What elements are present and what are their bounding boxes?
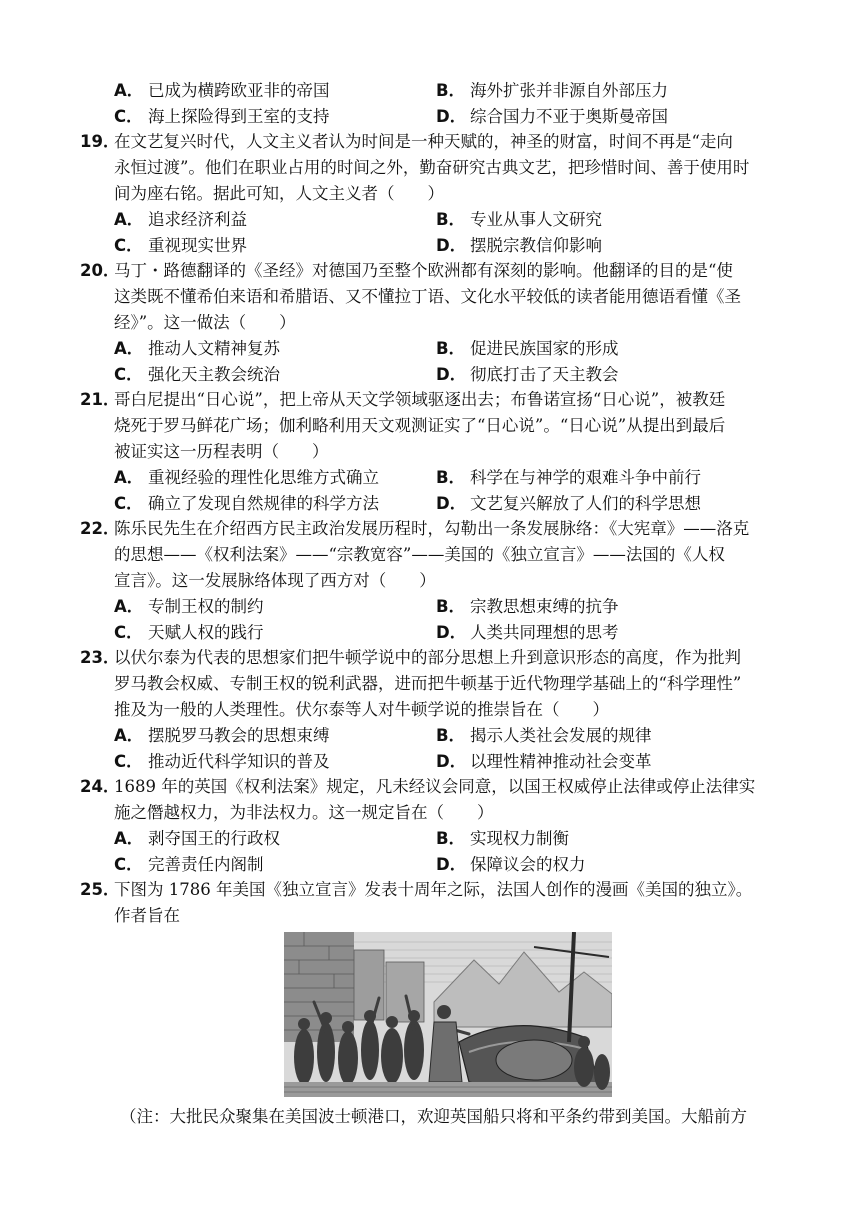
q22-number: 22． <box>80 519 120 538</box>
q25-number: 25． <box>80 880 120 899</box>
q23-option-a[interactable]: A． 摆脱罗马教会的思想束缚 <box>114 726 330 745</box>
q24-option-d[interactable]: D． 保障议会的权力 <box>436 855 586 874</box>
q25-stem-line-1: 下图为 1786 年美国《独立宣言》发表十周年之际，法国人创作的漫画《美国的独立》。 <box>114 880 753 899</box>
q21-option-d[interactable]: D． 文艺复兴解放了人们的科学思想 <box>436 494 701 513</box>
q19-option-a[interactable]: A． 追求经济利益 <box>114 210 247 229</box>
q18-option-a[interactable]: A． 已成为横跨欧亚非的帝国 <box>114 81 330 100</box>
q19-stem-line-2: 永恒过渡”。他们在职业占用的时间之外，勤奋研究古典文艺，把珍惜时间、善于使用时 <box>114 158 750 177</box>
q24-option-a[interactable]: A． 剥夺国王的行政权 <box>114 829 280 848</box>
q23-stem-line-3: 推及为一般的人类理性。伏尔泰等人对牛顿学说的推崇旨在（ ） <box>114 700 609 719</box>
q18-option-d[interactable]: D． 综合国力不亚于奥斯曼帝国 <box>436 107 668 126</box>
q23-stem-line-2: 罗马教会权威、专制王权的锐利武器，进而把牛顿基于近代物理学基础上的“科学理性” <box>114 674 742 693</box>
q24-number: 24． <box>80 777 120 796</box>
q22-option-b[interactable]: B． 宗教思想束缚的抗争 <box>436 597 619 616</box>
q23-option-c[interactable]: C． 推动近代科学知识的普及 <box>114 752 330 771</box>
cartoon-illustration <box>284 932 612 1097</box>
q19-option-d[interactable]: D． 摆脱宗教信仰影响 <box>436 236 602 255</box>
q22-stem-line-2: 的思想——《权利法案》——“宗教宽容”——美国的《独立宣言》——法国的《人权 <box>114 545 725 564</box>
q20-option-b[interactable]: B． 促进民族国家的形成 <box>436 339 619 358</box>
q25-stem-line-2: 作者旨在 <box>114 906 180 925</box>
q19-stem-line-3: 间为座右铭。据此可知，人文主义者（ ） <box>114 184 444 203</box>
q20-option-c[interactable]: C． 强化天主教会统治 <box>114 365 280 384</box>
q21-option-b[interactable]: B． 科学在与神学的艰难斗争中前行 <box>436 468 701 487</box>
q24-stem-line-2: 施之僭越权力，为非法权力。这一规定旨在（ ） <box>114 803 494 822</box>
q20-number: 20． <box>80 261 120 280</box>
q22-stem-line-1: 陈乐民先生在介绍西方民主政治发展历程时，勾勒出一条发展脉络：《大宪章》——洛克 <box>114 519 750 538</box>
q21-stem-line-3: 被证实这一历程表明（ ） <box>114 442 329 461</box>
q20-option-a[interactable]: A． 推动人文精神复苏 <box>114 339 280 358</box>
q22-option-c[interactable]: C． 天赋人权的践行 <box>114 623 264 642</box>
q22-option-d[interactable]: D． 人类共同理想的思考 <box>436 623 619 642</box>
q21-stem-line-1: 哥白尼提出“日心说”，把上帝从天文学领域驱逐出去；布鲁诺宣扬“日心说”，被教廷 <box>114 390 726 409</box>
q18-option-b[interactable]: B． 海外扩张并非源自外部压力 <box>436 81 668 100</box>
q21-number: 21． <box>80 390 120 409</box>
q24-stem-line-1: 1689 年的英国《权利法案》规定，凡未经议会同意，以国王权威停止法律或停止法律实 <box>114 777 756 796</box>
q19-option-c[interactable]: C． 重视现实世界 <box>114 236 247 255</box>
q20-stem-line-3: 经》”。这一做法（ ） <box>114 313 296 332</box>
q22-option-a[interactable]: A． 专制王权的制约 <box>114 597 264 616</box>
q20-stem-line-2: 这类既不懂希伯来语和希腊语、又不懂拉丁语、文化水平较低的读者能用德语看懂《圣 <box>114 287 741 306</box>
q19-number: 19． <box>80 132 120 151</box>
q19-stem-line-1: 在文艺复兴时代，人文主义者认为时间是一种天赋的，神圣的财富，时间不再是“走向 <box>114 132 733 151</box>
q24-option-c[interactable]: C． 完善责任内阁制 <box>114 855 264 874</box>
q21-stem-line-2: 烧死于罗马鲜花广场；伽利略利用天文观测证实了“日心说”。“日心说”从提出到最后 <box>114 416 726 435</box>
figure-note: （注：大批民众聚集在美国波士顿港口，欢迎英国船只将和平条约带到美国。大船前方 <box>120 1107 747 1126</box>
q20-stem-line-1: 马丁・路德翻译的《圣经》对德国乃至整个欧洲都有深刻的影响。他翻译的目的是“使 <box>114 261 733 280</box>
q21-option-a[interactable]: A． 重视经验的理性化思维方式确立 <box>114 468 379 487</box>
q22-stem-line-3: 宣言》。这一发展脉络体现了西方对（ ） <box>114 571 436 590</box>
q23-option-b[interactable]: B． 揭示人类社会发展的规律 <box>436 726 652 745</box>
q23-number: 23． <box>80 648 120 667</box>
q18-option-c[interactable]: C． 海上探险得到王室的支持 <box>114 107 330 126</box>
q23-stem-line-1: 以伏尔泰为代表的思想家们把牛顿学说中的部分思想上升到意识形态的高度，作为批判 <box>114 648 741 667</box>
q19-option-b[interactable]: B． 专业从事人文研究 <box>436 210 602 229</box>
q23-option-d[interactable]: D． 以理性精神推动社会变革 <box>436 752 652 771</box>
q24-option-b[interactable]: B． 实现权力制衡 <box>436 829 569 848</box>
q21-option-c[interactable]: C． 确立了发现自然规律的科学方法 <box>114 494 379 513</box>
q20-option-d[interactable]: D． 彻底打击了天主教会 <box>436 365 619 384</box>
